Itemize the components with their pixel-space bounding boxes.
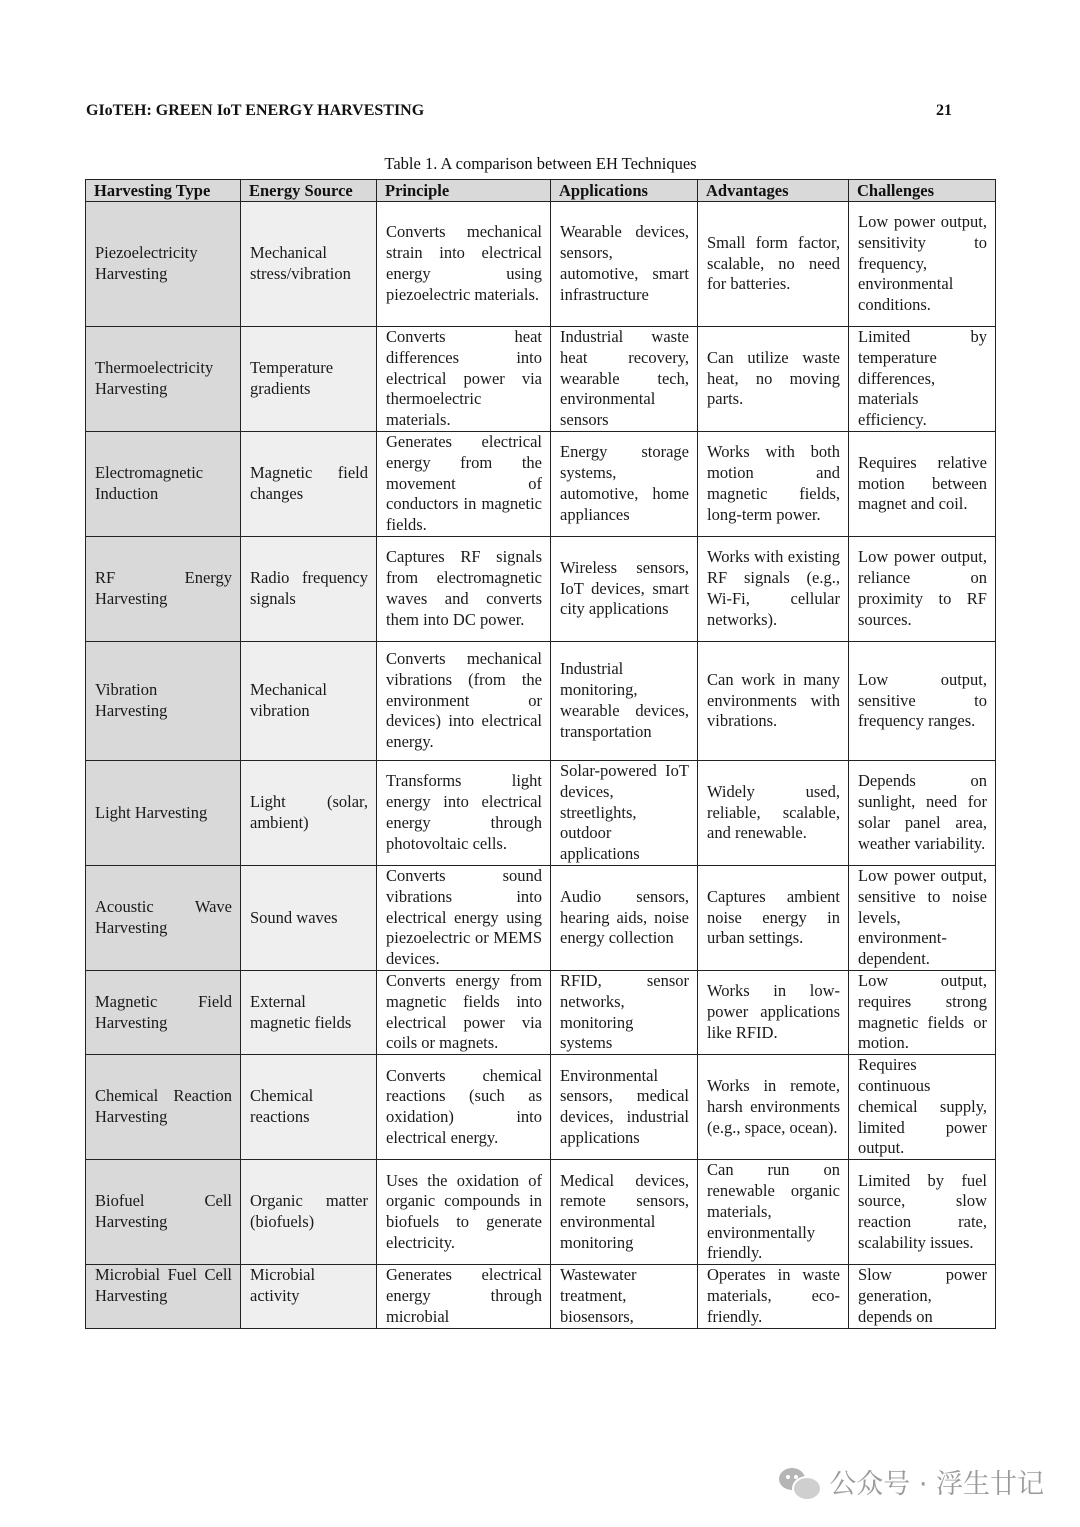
advantages-cell: Can utilize waste heat, no moving parts. [698,327,849,432]
wechat-icon [779,1466,819,1498]
principle-cell: Transforms light energy into electrical energy through photovoltaic cells. [377,760,551,865]
principle-cell: Converts mechanical strain into electrical energy using piezoelectric materials. [377,202,551,327]
table-row [86,536,996,641]
applications-cell: Audio sensors, hearing aids, noise energy collection [551,865,698,970]
advantages-cell: Can run on renewable organic materials, environmentally friendly. [698,1160,849,1265]
principle-cell: Converts mechanical vibrations (from the environment or devices) into electrical energy. [377,641,551,760]
challenges-cell: Low power output, sensitivity to frequency, environmental conditions. [849,202,996,327]
challenges-cell: Low power output, reliance on proximity to RF sources. [849,536,996,641]
table-row [86,202,996,327]
energy-source-cell: Temperature gradients [241,327,377,432]
energy-source-cell: Radio frequency signals [241,536,377,641]
watermark [779,1462,1044,1501]
table-row [86,1055,996,1160]
table-row [86,970,996,1054]
advantages-cell: Operates in waste materials, eco-friendly. [698,1265,849,1328]
harvesting-type-cell: Thermoelectricity Harvesting [86,327,241,432]
table-row [86,760,996,865]
advantages-cell: Works in low-power applications like RFID. [698,970,849,1054]
table-row [86,327,996,432]
applications-cell: Wireless sensors, IoT devices, smart city applications [551,536,698,641]
energy-source-cell: Microbial activity [241,1265,377,1328]
column-header-applications: Applications [551,180,698,202]
table-row [86,1265,996,1328]
harvesting-type-cell: Light Harvesting [86,760,241,865]
column-header-energy-source: Energy Source [241,180,377,202]
table-row [86,865,996,970]
applications-cell: Environmental sensors, medical devices, industrial applications [551,1055,698,1160]
energy-source-cell: Mechanical stress/vibration [241,202,377,327]
energy-source-cell: Light (solar, ambient) [241,760,377,865]
energy-source-cell: Organic matter (biofuels) [241,1160,377,1265]
eh-comparison-table [85,179,996,1329]
harvesting-type-cell: Microbial Fuel Cell Harvesting [86,1265,241,1328]
principle-cell: Converts energy from magnetic fields into electrical power via coils or magnets. [377,970,551,1054]
applications-cell: Industrial waste heat recovery, wearable tech, environmental sensors [551,327,698,432]
challenges-cell: Slow power generation, depends on [849,1265,996,1328]
harvesting-type-cell: Electromagnetic Induction [86,431,241,536]
table-caption: Table 1. A comparison between EH Techniques [384,154,697,173]
applications-cell: Energy storage systems, automotive, home appliances [551,431,698,536]
principle-cell: Converts sound vibrations into electrical energy using piezoelectric or MEMS devices. [377,865,551,970]
challenges-cell: Limited by fuel source, slow reaction rate, scalability issues. [849,1160,996,1265]
principle-cell: Captures RF signals from electromagnetic waves and converts them into DC power. [377,536,551,641]
advantages-cell: Can work in many environments with vibrations. [698,641,849,760]
column-header-harvesting-type: Harvesting Type [86,180,241,202]
harvesting-type-cell: RF Energy Harvesting [86,536,241,641]
column-header-challenges: Challenges [849,180,996,202]
column-header-advantages: Advantages [698,180,849,202]
running-title: GIoTEH: GREEN IoT ENERGY HARVESTING [86,102,425,119]
challenges-cell: Low power output, sensitive to noise levels, environment-dependent. [849,865,996,970]
challenges-cell: Requires continuous chemical supply, limited power output. [849,1055,996,1160]
advantages-cell: Captures ambient noise energy in urban settings. [698,865,849,970]
principle-cell: Uses the oxidation of organic compounds in biofuels to generate electricity. [377,1160,551,1265]
harvesting-type-cell: Vibration Harvesting [86,641,241,760]
challenges-cell: Depends on sunlight, need for solar panel area, weather variability. [849,760,996,865]
applications-cell: Industrial monitoring, wearable devices, transportation [551,641,698,760]
energy-source-cell: Sound waves [241,865,377,970]
advantages-cell: Works in remote, harsh environments (e.g., space, ocean). [698,1055,849,1160]
page-number: 21 [936,102,952,119]
energy-source-cell: Mechanical vibration [241,641,377,760]
harvesting-type-cell: Piezoelectricity Harvesting [86,202,241,327]
harvesting-type-cell: Biofuel Cell Harvesting [86,1160,241,1265]
principle-cell: Converts chemical reactions (such as oxidation) into electrical energy. [377,1055,551,1160]
applications-cell: Wastewater treatment, biosensors, [551,1265,698,1328]
applications-cell: Medical devices, remote sensors, environmental monitoring [551,1160,698,1265]
challenges-cell: Requires relative motion between magnet and coil. [849,431,996,536]
challenges-cell: Low output, requires strong magnetic fields or motion. [849,970,996,1054]
principle-cell: Generates electrical energy from the movement of conductors in magnetic fields. [377,431,551,536]
watermark-text: 公众号 · 浮生廿记 [829,1469,1044,1500]
applications-cell: RFID, sensor networks, monitoring systems [551,970,698,1054]
table-row [86,431,996,536]
energy-source-cell: External magnetic fields [241,970,377,1054]
principle-cell: Generates electrical energy through microbial [377,1265,551,1328]
advantages-cell: Small form factor, scalable, no need for batteries. [698,202,849,327]
advantages-cell: Widely used, reliable, scalable, and renewable. [698,760,849,865]
table-row [86,1160,996,1265]
harvesting-type-cell: Acoustic Wave Harvesting [86,865,241,970]
applications-cell: Wearable devices, sensors, automotive, smart infrastructure [551,202,698,327]
applications-cell: Solar-powered IoT devices, streetlights, outdoor applications [551,760,698,865]
table-row [86,641,996,760]
harvesting-type-cell: Chemical Reaction Harvesting [86,1055,241,1160]
energy-source-cell: Magnetic field changes [241,431,377,536]
advantages-cell: Works with existing RF signals (e.g., Wi-Fi, cellular networks). [698,536,849,641]
principle-cell: Converts heat differences into electrical power via thermoelectric materials. [377,327,551,432]
challenges-cell: Limited by temperature differences, materials efficiency. [849,327,996,432]
column-header-principle: Principle [377,180,551,202]
energy-source-cell: Chemical reactions [241,1055,377,1160]
running-header [86,102,952,128]
advantages-cell: Works with both motion and magnetic fields, long-term power. [698,431,849,536]
harvesting-type-cell: Magnetic Field Harvesting [86,970,241,1054]
table-header-row [86,180,996,202]
challenges-cell: Low output, sensitive to frequency ranges. [849,641,996,760]
